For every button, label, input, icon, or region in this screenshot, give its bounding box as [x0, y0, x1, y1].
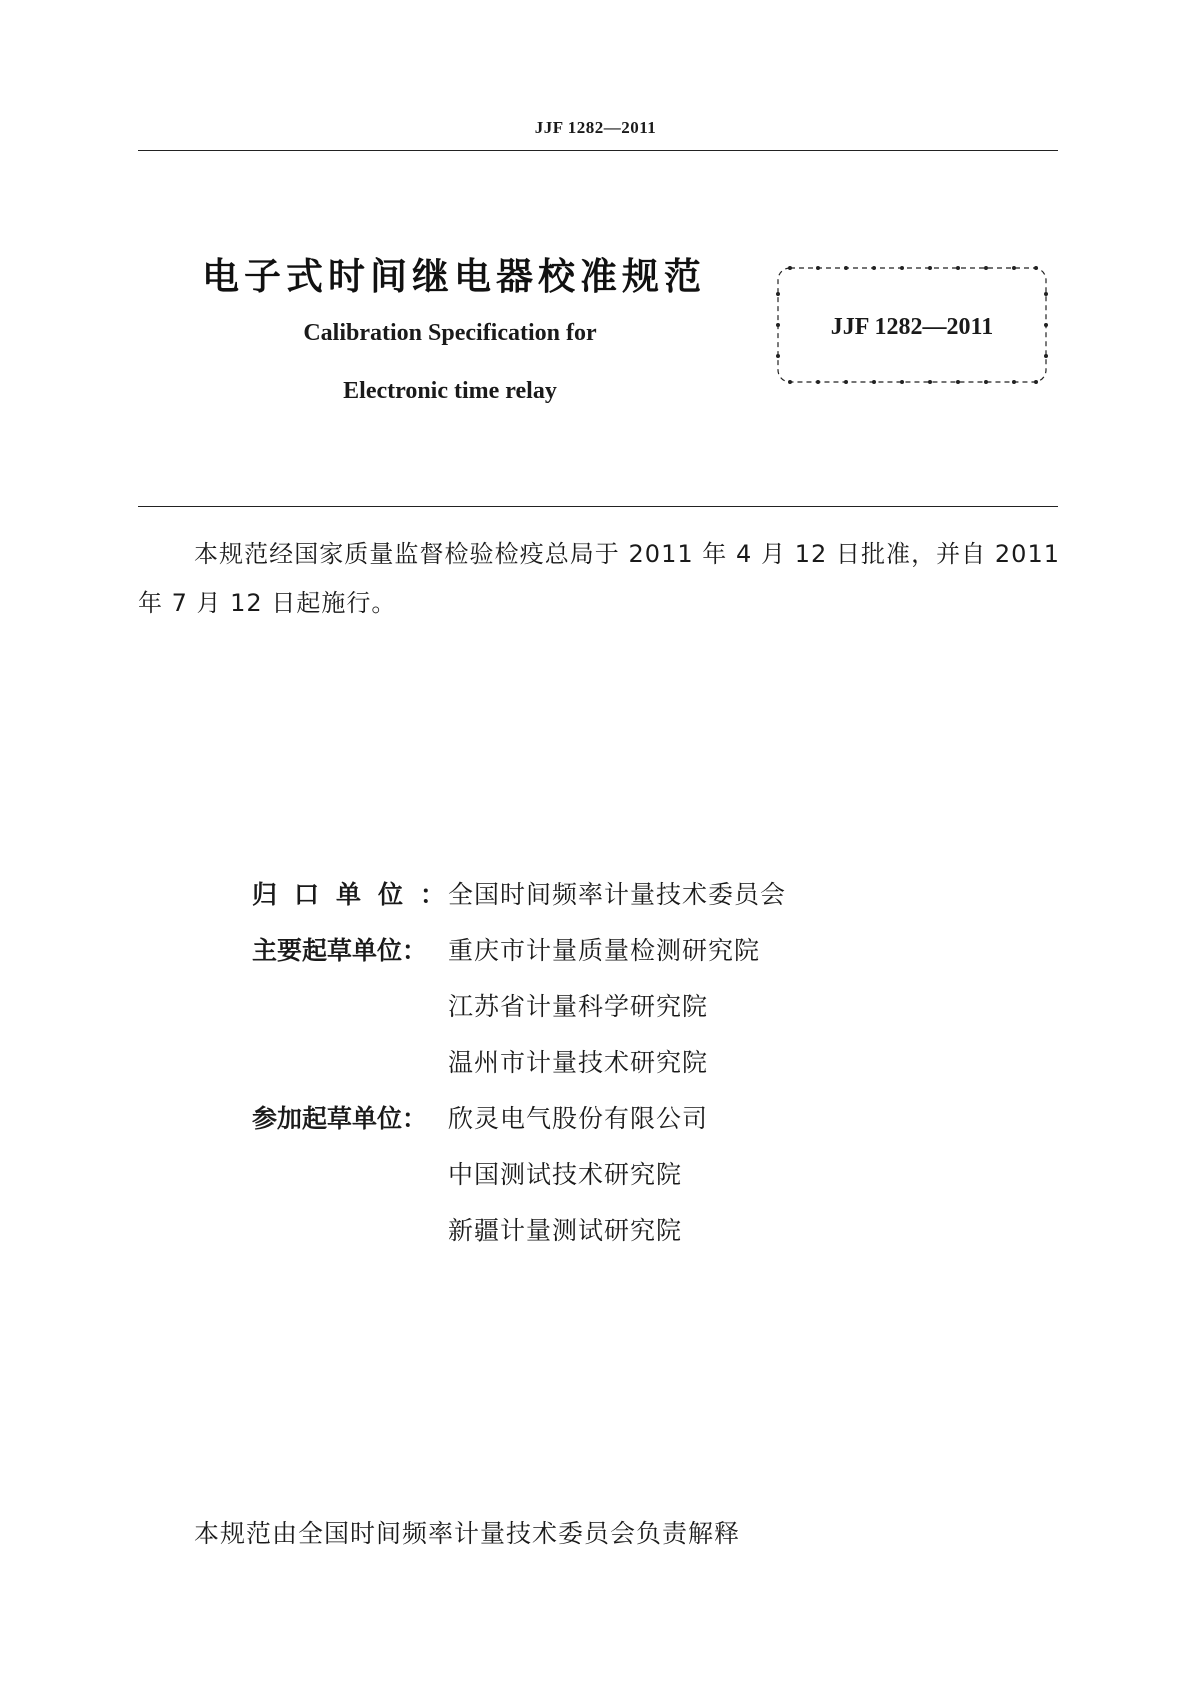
title-separator-rule: [138, 506, 1058, 507]
main-drafting-unit: 重庆市计量质量检测研究院: [448, 936, 761, 965]
participating-drafting-row: [252, 1211, 682, 1247]
main-drafting-label: 主要起草单位：: [252, 936, 428, 965]
main-drafting-row: [252, 931, 760, 967]
participating-drafting-unit: 新疆计量测试研究院: [448, 1216, 683, 1245]
standard-code-box: [774, 264, 1050, 386]
main-drafting-row: [252, 987, 708, 1023]
standard-code: JJF 1282—2011: [830, 314, 994, 340]
centralized-unit-label: 归口单位：: [252, 880, 463, 909]
main-drafting-row: [252, 1043, 708, 1079]
participating-drafting-row: [252, 1155, 682, 1191]
participating-drafting-label: 参加起草单位：: [252, 1104, 428, 1133]
main-drafting-unit: 江苏省计量科学研究院: [448, 992, 709, 1021]
header-rule: [138, 150, 1058, 151]
title-english-line2: Electronic time relay: [343, 378, 557, 404]
centralized-unit-value: 全国时间频率计量技术委员会: [448, 880, 787, 909]
title-english-line1: Calibration Specification for: [303, 320, 597, 346]
centralized-unit-row: [252, 875, 786, 911]
approval-statement: 本规范经国家质量监督检验检疫总局于 2011 年 4 月 12 日批准，并自 2011 年 7 月 12 日起施行。: [138, 540, 1060, 617]
title-chinese: 电子式时间继电器校准规范: [202, 255, 706, 298]
interpretation-note: 本规范由全国时间频率计量技术委员会负责解释: [194, 1519, 741, 1548]
participating-drafting-unit: 中国测试技术研究院: [448, 1160, 683, 1189]
main-drafting-unit: 温州市计量技术研究院: [448, 1048, 709, 1077]
participating-drafting-unit: 欣灵电气股份有限公司: [448, 1104, 709, 1133]
participating-drafting-row: [252, 1099, 708, 1135]
header-standard-code: JJF 1282—2011: [534, 118, 657, 137]
